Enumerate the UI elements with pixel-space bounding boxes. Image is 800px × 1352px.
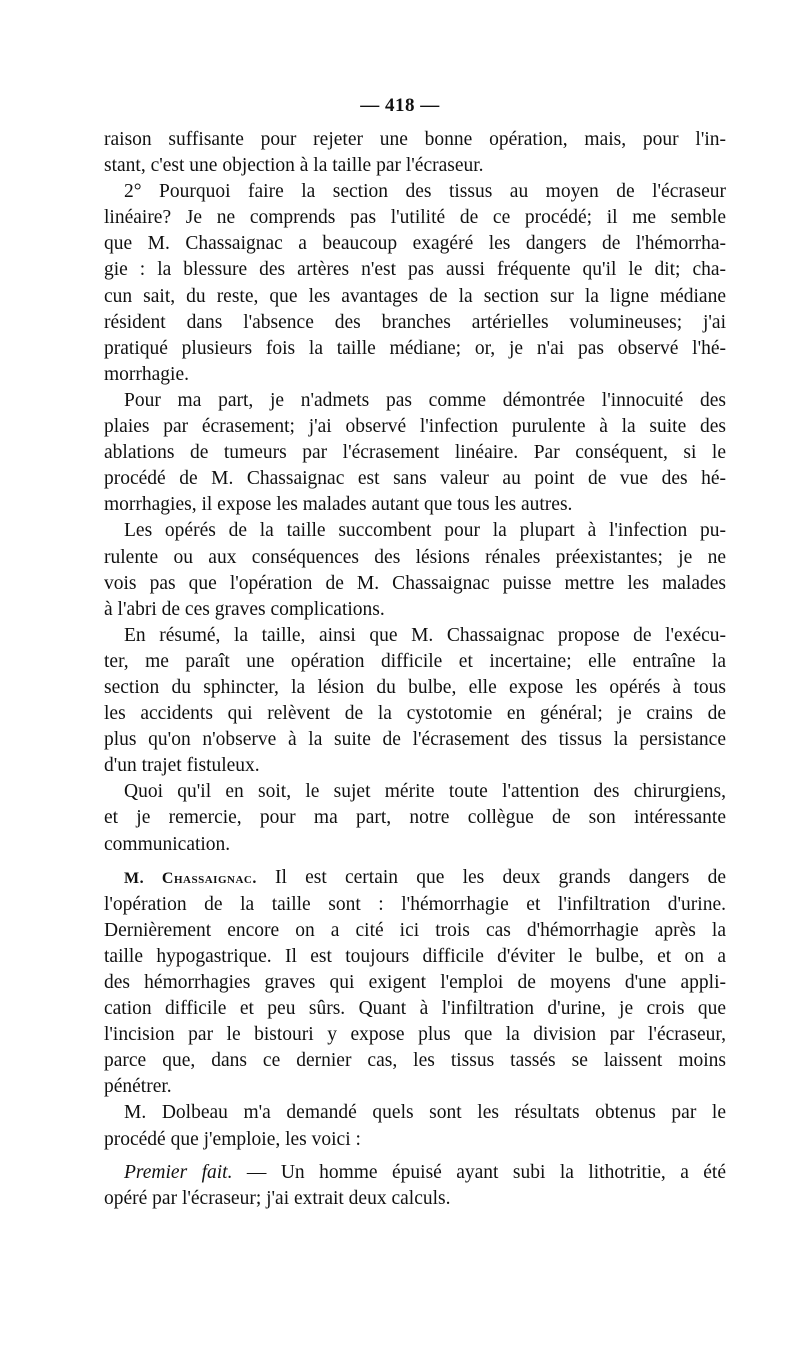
text-line: l'opération de la taille sont : l'hémorrhagie et l'infiltration d'urine.	[104, 893, 726, 915]
text-line: l'incision par le bistouri y expose plus que la division par l'écraseur,	[104, 1024, 726, 1046]
text-line: En résumé, la taille, ainsi que M. Chassaignac propose de l'exécu-	[124, 624, 726, 646]
text-line: 2° Pourquoi faire la section des tissus au moyen de l'écraseur	[124, 181, 726, 203]
text-line: ablations de tumeurs par l'écrasement linéaire. Par conséquent, si le	[104, 442, 726, 464]
text-line: M. Dolbeau m'a demandé quels sont les résultats obtenus par le	[124, 1102, 726, 1124]
page-number: — 418 —	[360, 95, 440, 116]
text-line: ter, me paraît une opération difficile et incertaine; elle entraîne la	[104, 650, 726, 672]
text-line: pratiqué plusieurs fois la taille médiane; or, je n'ai pas observé l'hé-	[104, 337, 726, 359]
text-line: linéaire? Je ne comprends pas l'utilité de ce procédé; il me semble	[104, 207, 726, 229]
text-line: section du sphincter, la lésion du bulbe, elle expose les opérés à tous	[104, 676, 726, 698]
body-text	[104, 127, 726, 1212]
text-line: vois pas que l'opération de M. Chassaignac puisse mettre les malades	[104, 572, 726, 594]
text-line: plaies par écrasement; j'ai observé l'infection purulente à la suite des	[104, 416, 726, 438]
reply-first-line-text: Il est certain que les deux grands dangers de	[275, 866, 726, 888]
speaker-name: M. Chassaignac.	[124, 869, 257, 887]
text-line: stant, c'est une objection à la taille par l'écraseur.	[104, 155, 484, 177]
text-line: pénétrer.	[104, 1076, 172, 1098]
text-line: d'un trajet fistuleux.	[104, 755, 260, 777]
text-line: morrhagies, il expose les malades autant que tous les autres.	[104, 494, 573, 516]
text-line: morrhagie.	[104, 363, 190, 385]
text-line: gie : la blessure des artères n'est pas aussi fréquente qu'il le dit; cha-	[104, 259, 726, 281]
text-line: cun sait, du reste, que les avantages de la section sur la ligne médiane	[104, 285, 726, 307]
case-first-line	[104, 1160, 726, 1186]
text-line: opéré par l'écraseur; j'ai extrait deux calculs.	[104, 1187, 451, 1209]
text-line: taille hypogastrique. Il est toujours difficile d'éviter le bulbe, et on a	[104, 945, 726, 967]
text-line: communication.	[104, 833, 231, 855]
text-line: Les opérés de la taille succombent pour la plupart à l'infection pu-	[124, 520, 726, 542]
text-line: plus qu'on n'observe à la suite de l'écrasement des tissus la persistance	[104, 729, 726, 751]
text-line: et je remercie, pour ma part, notre collègue de son intéressante	[104, 807, 726, 829]
text-line: procédé de M. Chassaignac est sans valeur au point de vue des hé-	[104, 468, 726, 490]
case-label: Premier fait.	[124, 1161, 233, 1183]
text-line: Quoi qu'il en soit, le sujet mérite toute l'attention des chirurgiens,	[124, 781, 726, 803]
text-line: les accidents qui relèvent de la cystotomie en général; je crains de	[104, 703, 726, 725]
text-line: parce que, dans ce dernier cas, les tissus tassés se laissent moins	[104, 1050, 726, 1072]
text-line: rulente ou aux conséquences des lésions rénales préexistantes; je ne	[104, 546, 726, 568]
text-line: procédé que j'emploie, les voici :	[104, 1128, 361, 1150]
reply-first-line	[104, 865, 726, 892]
text-line: à l'abri de ces graves complications.	[104, 598, 385, 620]
case-first-line-text: — Un homme épuisé ayant subi la lithotritie, a été	[232, 1161, 726, 1183]
text-line: que M. Chassaignac a beaucoup exagéré les dangers de l'hémorrha-	[104, 233, 726, 255]
text-line: des hémorrhagies graves qui exigent l'emploi de moyens d'une appli-	[104, 972, 726, 993]
text-line: raison suffisante pour rejeter une bonne opération, mais, pour l'in-	[104, 129, 726, 150]
text-line: cation difficile et peu sûrs. Quant à l'infiltration d'urine, je crois que	[104, 998, 726, 1020]
text-line: Pour ma part, je n'admets pas comme démontrée l'innocuité des	[124, 389, 726, 411]
text-line: résident dans l'absence des branches artérielles volumineuses; j'ai	[104, 311, 726, 333]
text-line: Dernièrement encore on a cité ici trois cas d'hémorrhagie après la	[104, 919, 726, 941]
